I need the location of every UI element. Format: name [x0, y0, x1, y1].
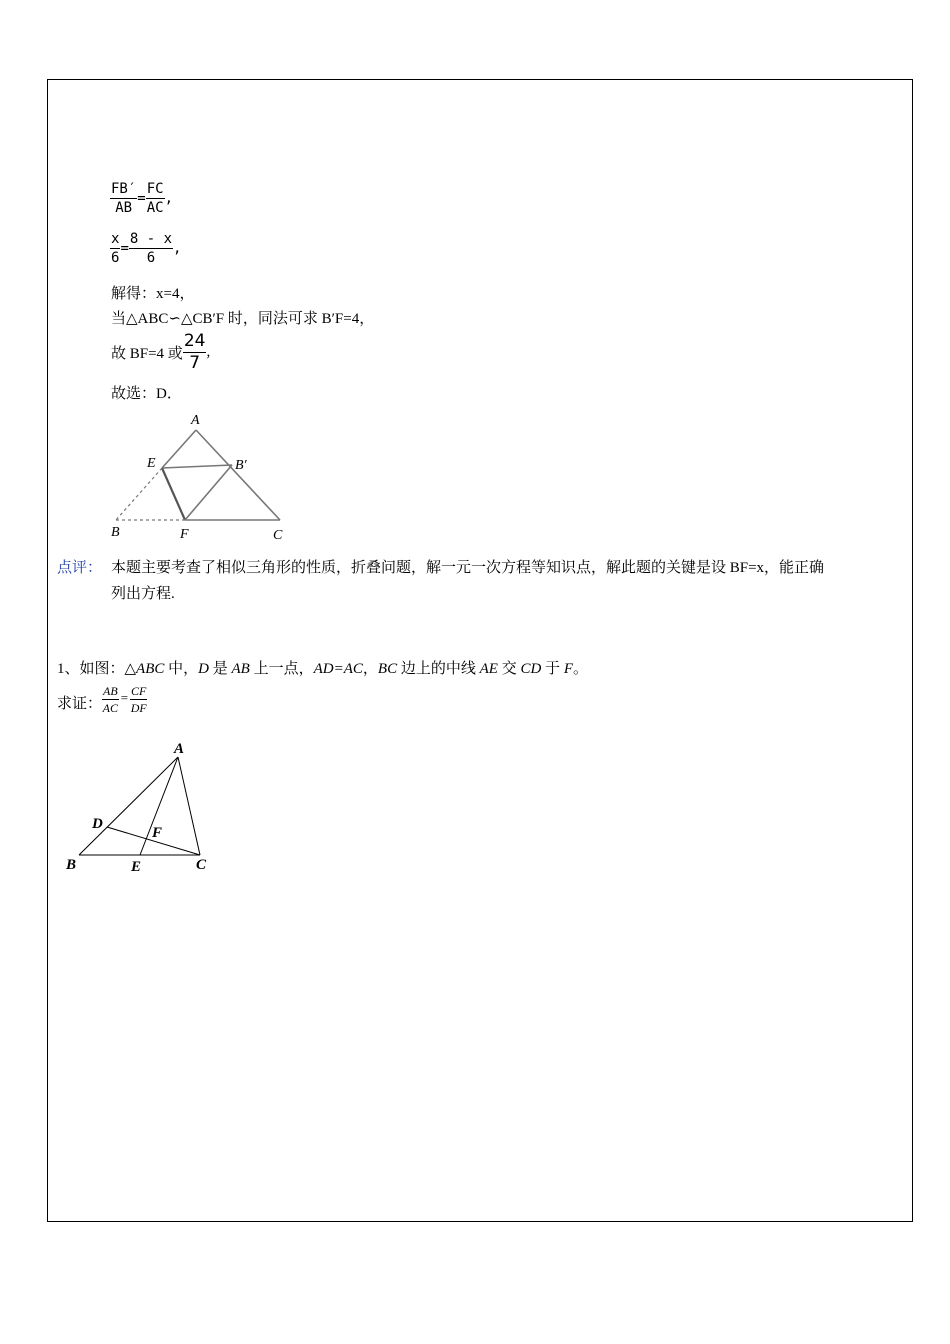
equals-sign: = [120, 240, 129, 257]
text: 边上的中线 [397, 661, 480, 677]
math: D [198, 661, 209, 677]
frac-num: AB [103, 684, 118, 698]
math: ABC [136, 661, 165, 677]
text: 上一点， [249, 661, 314, 677]
figure-triangle-abc [60, 735, 220, 875]
comment-line-1: 本题主要考查了相似三角形的性质，折叠问题，解一元一次方程等知识点，解此题的关键是设 BF=x，能正确 [111, 560, 825, 576]
label-c: C [273, 528, 283, 543]
label-c: C [196, 857, 207, 873]
math: AE [479, 661, 498, 677]
fraction-ab-ac [102, 685, 119, 714]
text: 1、如图：△ [57, 661, 137, 677]
frac-den: 6 [146, 250, 156, 266]
frac-num: x [111, 231, 120, 247]
frac-num: 8 - x [129, 231, 173, 247]
frac-den: 6 [111, 250, 120, 266]
label-d: D [92, 816, 103, 832]
comma: , [206, 344, 211, 360]
math: AD=AC [313, 661, 363, 677]
frac-num: 24 [183, 331, 206, 351]
label-b-prime: B′ [235, 458, 247, 473]
fraction-24-7 [183, 333, 207, 372]
fraction-x-6 [110, 232, 120, 265]
prove-line [57, 685, 147, 714]
comment-label: 点评： [57, 560, 103, 576]
frac-num: FB′ [111, 181, 137, 197]
text: 交 [497, 661, 521, 677]
side-ac [196, 430, 280, 520]
equation-2 [110, 232, 181, 265]
fraction-8-minus-x-6 [129, 232, 173, 265]
comma: , [164, 190, 174, 207]
fold-line-ef [162, 468, 185, 520]
fraction-fc-ac [146, 182, 165, 215]
equals-sign: = [137, 190, 146, 207]
side-ac [178, 757, 200, 855]
side-ae [162, 430, 196, 468]
frac-den: AC [102, 701, 119, 715]
text: 。 [572, 661, 588, 677]
frac-num: FC [146, 181, 164, 197]
frac-den: AB [115, 200, 133, 216]
segment-fb-prime [185, 465, 232, 520]
frac-den: 7 [189, 353, 201, 373]
text: ， [362, 661, 378, 677]
text: 于 [541, 661, 564, 677]
math: AB [231, 661, 250, 677]
label-a: A [191, 413, 200, 428]
math: BC [377, 661, 398, 677]
solution-line-3: 解得：x=4， [111, 286, 195, 302]
label-f: F [152, 825, 163, 841]
solution-answer: 故选：D． [111, 386, 182, 402]
text: 是 [209, 661, 232, 677]
fraction-fb-ab [110, 182, 137, 215]
segment-eb-prime [162, 465, 232, 468]
solution-line-5 [111, 333, 210, 372]
math: CD [520, 661, 542, 677]
frac-den: AC [146, 200, 164, 216]
figure-folded-triangle [105, 408, 295, 546]
label-e: E [131, 859, 142, 875]
label-b: B [111, 525, 120, 540]
label-f: F [180, 527, 189, 542]
math: F [563, 661, 573, 677]
label-a: A [174, 741, 185, 757]
label-e: E [147, 456, 156, 471]
solution-line-4: 当△ABC∽△CB′F 时，同法可求 B′F=4， [111, 311, 375, 327]
frac-num: CF [131, 684, 147, 698]
label-b: B [66, 857, 77, 873]
problem-statement [57, 657, 588, 678]
comma: , [173, 240, 182, 257]
equation-1 [110, 182, 173, 215]
frac-den: DF [130, 701, 147, 715]
prove-label: 求证： [57, 696, 103, 712]
text: 中， [164, 661, 199, 677]
line5-prefix: 故 BF=4 或 [111, 346, 183, 362]
side-ab [79, 757, 178, 855]
dashed-eb [116, 468, 162, 520]
fraction-cf-df [130, 685, 147, 714]
equals-sign: = [120, 690, 129, 705]
comment-line-2: 列出方程. [111, 586, 175, 602]
